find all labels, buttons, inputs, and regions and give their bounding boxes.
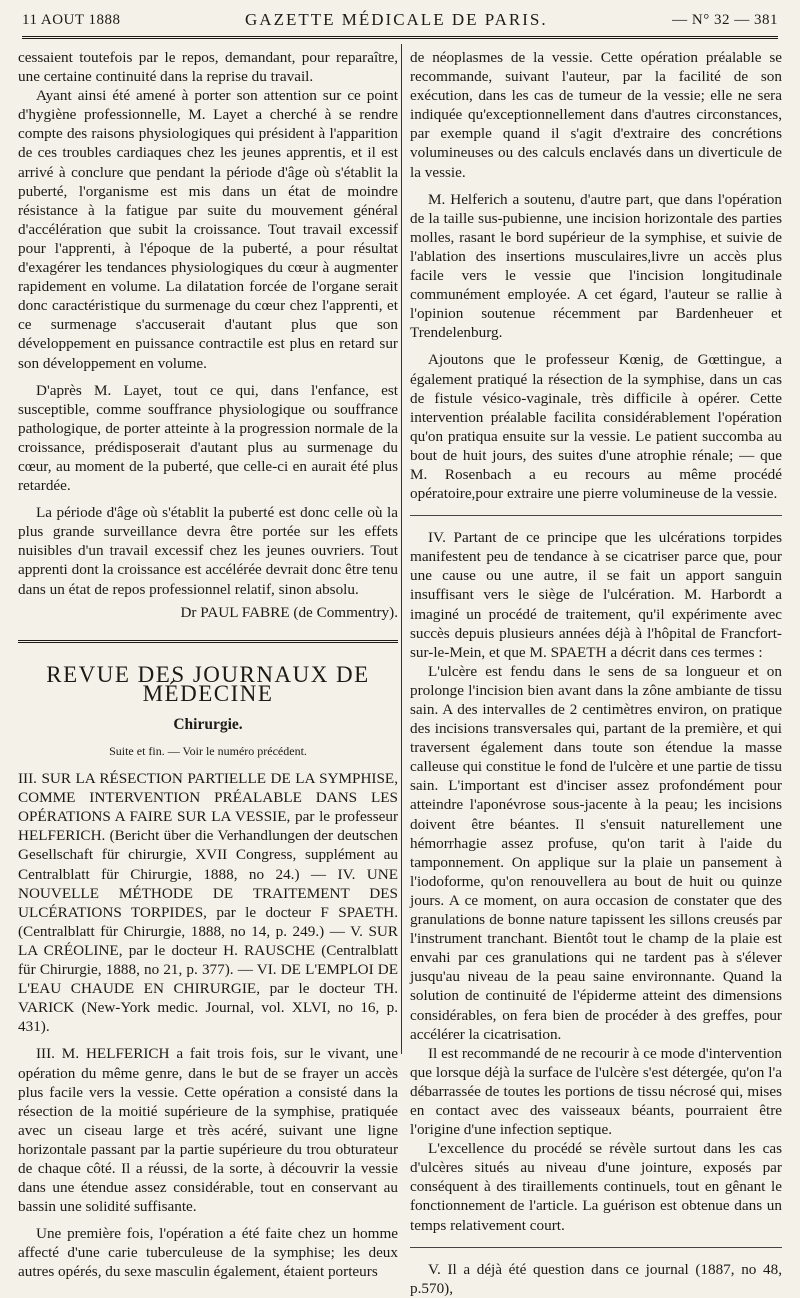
column-divider	[401, 44, 402, 1054]
paragraph: M. Helferich a soutenu, d'autre part, que dans l'opération de la taille sus-pubienne, une incision horizontale des parties molles, rasant le bord supérieur de la symphise, et suivie de l'ablation des insertions musculaires,livre un accès plus facile vers le vessie que l'incision longitudinale communément employée. A cet égard, l'auteur se rallie à l'opinion soutenue récemment par Bardenheuer et Trendelenburg.	[410, 190, 782, 342]
header-rule	[22, 36, 778, 39]
page-header	[22, 6, 778, 34]
header-journal-title: GAZETTE MÉDICALE DE PARIS.	[245, 10, 548, 29]
header-issue-page: — N° 32 — 381	[672, 11, 778, 28]
paragraph: L'ulcère est fendu dans le sens de sa longueur et on prolonge l'incision bien avant dans la zône ambiante de tissu sain. A des intervalles de 2 centimètres environ, on pratique des incisions transversales qui, partant de la première, et qui traversent également dans toute son étendue la masse calleuse qui constitue le fond de l'ulcère et une partie de tissu sain. L'important est d'inciser assez profondément pour atteindre l'aponévrose sous-jacente à la peau; les incisions doivent être béantes. Il s'ensuit naturellement une hémorrhagie assez profuse, qu'on tarit à l'aide du tamponnement. On applique sur la plaie un pansement à l'iodoforme, qu'on renouvellera au bout de huit ou quinze jours. A ce moment, on aura occasion de constater que des granulations de bonne nature tapissent les sillons creusés par l'instrument tranchant. Bientôt tout le champ de la plaie est envahi par ces granulations qui ne tardent pas à s'élever jusqu'au niveau de la peau saine environnante. Quand la solution de continuité de l'épiderme atteint des dimensions considérables, on fera bien de procéder à des greffes, pour accélérer la cicatrisation.	[410, 662, 782, 1043]
paragraph: Ajoutons que le professeur Kœnig, de Gœttingue, a également pratiqué la résection de la symphise, dans un cas de fistule vésico-vaginale, très difficile à opérer. Cette intervention préalable facilita considérablement l'opération qu'on pratiqua ensuite sur la vessie. Le patient succomba au bout de huit jours, des suites d'une atrophie rénale; — que M. Rosenbach a eu recours au même procédé opératoire,pour extraire une pierre volumineuse de la vessie.	[410, 351, 782, 503]
paragraph: III. M. HELFERICH a fait trois fois, sur le vivant, une opération du même genre, dans le but de se frayer un accès plus facile vers la vessie. Cette opération a consisté dans la résection de la moitié supérieure de la symphise, pratiquée avec un ciseau large et très acéré, suivant une ligne horizontale passant par la partie supérieure du trou obturateur de chaque côté. Il a réussi, de la sorte, à découvrir la vessie dans une étendue assez considérable, tout en conservant au bassin une solidité suffisante.	[18, 1045, 398, 1216]
right-column	[410, 48, 782, 1298]
paragraph: La période d'âge où s'établit la puberté est donc celle où la plus grande surveillance devra être portée sur les effets nuisibles d'un travail excessif chez les jeunes ouvriers. Tout apprenti dont la croissance est accélérée devrait donc être tenu dans un état de repos professionnel relatif, sinon absolu.	[18, 504, 398, 598]
paragraph-rule	[410, 515, 782, 516]
paragraph: Une première fois, l'opération a été faite chez un homme affecté d'une carie tuberculeuse de la symphise; les deux autres opérés, du sexe masculin également, étaient porteurs	[18, 1225, 398, 1281]
references-block: III. SUR LA RÉSECTION PARTIELLE DE LA SYMPHISE, COMME INTERVENTION PRÉALABLE DANS LES OPÉRATIONS A FAIRE SUR LA VESSIE, par le professeur HELFERICH. (Bericht über die Verhandlungen der deutschen Gesellschaft für chirurgie, XVII Congress, supplément au Centralblatt für Chirurgie, 1888, no 24.) — IV. UNE NOUVELLE MÉTHODE DE TRAITEMENT DES ULCÉRATIONS TORPIDES, par le docteur F SPAETH. (Centralblatt für Chirurgie, 1888, no 14, p. 249.) — V. SUR LA CRÉOLINE, par le docteur H. RAUSCHE (Centralblatt für Chirurgie, 1888, no 21, p. 377). — VI. DE L'EMPLOI DE L'EAU CHAUDE EN CHIRURGIE, par le docteur TH. VARICK (New-York medic. Journal, vol. XLVI, no 16, p. 431).	[18, 770, 398, 1036]
section-subrubric: Chirurgie.	[173, 715, 243, 733]
paragraph: L'excellence du procédé se révèle surtout dans les cas d'ulcères situés au niveau d'une jointure, exposés par conséquent à des tiraillements continuels, tout en gênant le fonctionnement de l'article. La guérison est obtenue dans un temps relativement court.	[410, 1140, 782, 1234]
author-signature: Dr PAUL FABRE (de Commentry).	[180, 603, 398, 621]
paragraph: D'après M. Layet, tout ce qui, dans l'enfance, est susceptible, comme souffrance physiologique ou souffrance pathologique, de porter atteinte à la progression normale de la croissance, prédisposerait d'autant plus au surmenage du cœur, au moment de la puberté, que celle-ci en aurait été plus retardée.	[18, 381, 398, 495]
paragraph: IV. Partant de ce principe que les ulcérations torpides manifestent peu de tendance à se cicatriser parce que, pour une cause ou une autre, il se fait un apport sanguin insuffisant vers le siège de l'ulcération. M. Harbordt a imaginé un procédé de traitement, qu'il expérimente avec succès depuis plusieurs années déjà à l'hôpital de Francfort-sur-le-Mein, et que M. SPAETH a décrit dans ces termes :	[410, 529, 782, 661]
paragraph-rule	[410, 1247, 782, 1248]
paragraph: Il est recommandé de ne recourir à ce mode d'intervention que lorsque déjà la surface de l'ulcère s'est détergée, qu'on l'a débarrassée de toutes les portions de tissu nécrosé qui, mises en contact avec des vaisseaux béants, pourraient être l'origine d'une infection septique.	[410, 1044, 782, 1139]
left-column	[18, 48, 398, 1282]
section-rule	[18, 640, 398, 643]
continuation-note: Suite et fin. — Voir le numéro précédent.	[109, 744, 307, 758]
paragraph: V. Il a déjà été question dans ce journal (1887, no 48, p.570),	[410, 1260, 782, 1297]
paragraph: de néoplasmes de la vessie. Cette opération préalable se recommande, suivant l'auteur, par la facilité de son exécution, dans les cas de tumeur de la vessie; elle ne sera indiquée qu'exceptionnellement dans d'autres circonstances, par exemple quand il s'agit d'extraire des concrétions volumineuses ou des calculs enclavés dans un diverticule de la vessie.	[410, 49, 782, 181]
paragraph: cessaient toutefois par le repos, demandant, pour reparaître, une certaine continuité dans la reprise du travail.	[18, 49, 398, 86]
section-rubric: REVUE DES JOURNAUX DE MÉDECINE	[46, 661, 370, 706]
paragraph: Ayant ainsi été amené à porter son attention sur ce point d'hygiène professionnelle, M. Layet a cherché à se rendre compte des raisons physiologiques qui président à l'apparition de ces troubles cardiaques chez les jeunes apprentis, et il est arrivé à conclure que pendant la période d'âge où s'établit la puberté, l'organisme est mis dans un état de moindre résistance à la fatigue par suite du mouvement général d'accélération que subit la croissance. Tout travail excessif pour l'apprenti, à l'époque de la puberté, a pour résultat d'exagérer les tendances physiologiques du cœur à augmenter rapidement en volume. La dilatation forcée de l'organe serait donc caractéristique du surmenage du cœur chez l'apprenti, et ce surmenage s'accuserait d'autant plus que son développement en puissance contractile est plus en retard sur son développement en volume.	[18, 87, 398, 372]
header-date: 11 AOUT 1888	[22, 11, 121, 28]
